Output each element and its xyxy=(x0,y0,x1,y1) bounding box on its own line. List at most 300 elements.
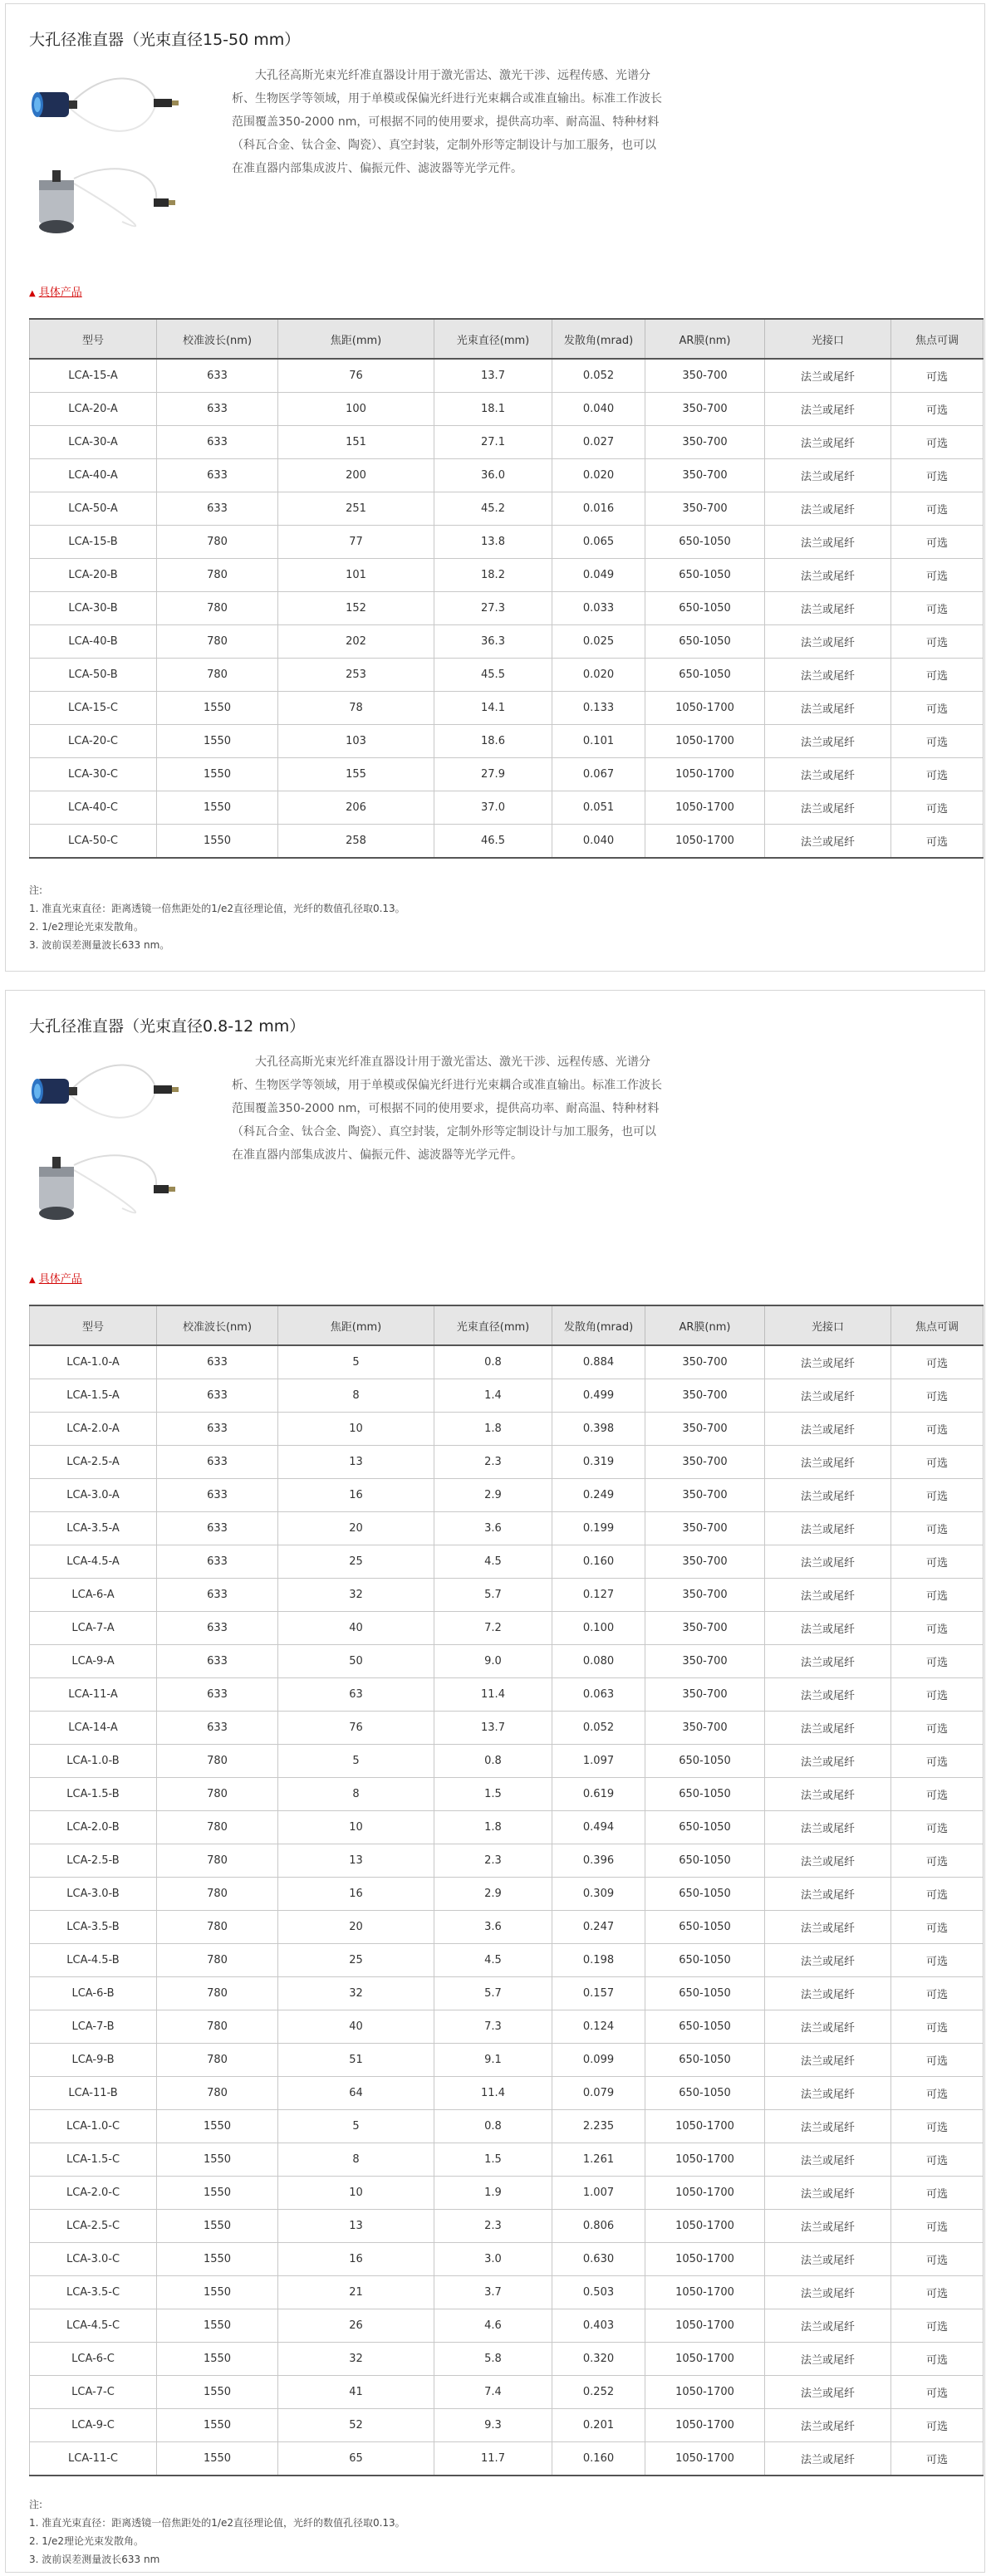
specific-products-link[interactable] xyxy=(29,283,82,299)
section-description: 大孔径高斯光束光纤准直器设计用于激光雷达、激光干涉、远程传感、光谱分析、生物医学等领域，用于单模或保偏光纤进行光束耦合或准直输出。标准工作波长范围覆盖350-2000 nm，可根据不同的使用要求，提供高功率、耐高温、特种材料（科瓦合金、钛合金、陶瓷）、真空封装，定制外形等定制设计与加工服务，也可以在准直器内部集成波片、偏振元件、滤波器等光学元件。 xyxy=(232,1055,662,1162)
table-cell: LCA-1.5-A xyxy=(30,1379,157,1413)
table-row xyxy=(30,2376,984,2409)
table-cell: 可选 xyxy=(891,2010,984,2044)
table-cell: 可选 xyxy=(891,2442,984,2476)
table-cell: 可选 xyxy=(891,1545,984,1579)
table-cell: 可选 xyxy=(891,791,984,825)
table-cell: 78 xyxy=(278,692,434,725)
table-row xyxy=(30,459,984,492)
table-cell: 0.198 xyxy=(552,1944,645,1977)
table-cell: 可选 xyxy=(891,1712,984,1745)
table-cell: 2.235 xyxy=(552,2110,645,2143)
table-cell: 10 xyxy=(278,1413,434,1446)
table-row xyxy=(30,1944,984,1977)
header-cell: 焦距(mm) xyxy=(278,1305,434,1345)
table-cell: LCA-2.5-A xyxy=(30,1446,157,1479)
table-row xyxy=(30,359,984,393)
table-cell: 法兰或尾纤 xyxy=(765,1844,891,1878)
table-cell: 可选 xyxy=(891,2077,984,2110)
specific-products-label: 具体产品 xyxy=(38,1273,82,1286)
table-cell: 0.199 xyxy=(552,1512,645,1545)
table-cell: 可选 xyxy=(891,592,984,625)
table-cell: 0.065 xyxy=(552,526,645,559)
table-cell: 1550 xyxy=(157,791,278,825)
table-cell: 27.9 xyxy=(434,758,552,791)
table-cell: 650-1050 xyxy=(645,625,765,659)
table-cell: 780 xyxy=(157,659,278,692)
table-cell: 法兰或尾纤 xyxy=(765,1545,891,1579)
table-cell: 10 xyxy=(278,2177,434,2210)
table-cell: 1.5 xyxy=(434,2143,552,2177)
table-header-row xyxy=(30,1305,984,1345)
table-cell: LCA-9-C xyxy=(30,2409,157,2442)
table-cell: 可选 xyxy=(891,1379,984,1413)
table-cell: 633 xyxy=(157,492,278,526)
table-cell: 0.201 xyxy=(552,2409,645,2442)
table-cell: 780 xyxy=(157,625,278,659)
header-cell: 发散角(mrad) xyxy=(552,319,645,359)
table-row xyxy=(30,2210,984,2243)
table-cell: 法兰或尾纤 xyxy=(765,1712,891,1745)
table-cell: 法兰或尾纤 xyxy=(765,2243,891,2276)
table-cell: 350-700 xyxy=(645,1345,765,1379)
table-cell: 350-700 xyxy=(645,459,765,492)
table-cell: 36.3 xyxy=(434,625,552,659)
table-row xyxy=(30,1878,984,1911)
table-row xyxy=(30,2044,984,2077)
header-cell: 发散角(mrad) xyxy=(552,1305,645,1345)
section-title: 大孔径准直器（光束直径15-50 mm） xyxy=(29,31,301,49)
note-line: 2. 1/e2理论光束发散角。 xyxy=(29,921,144,933)
table-cell: 13.7 xyxy=(434,1712,552,1745)
table-cell: 650-1050 xyxy=(645,2077,765,2110)
table-cell: 1050-1700 xyxy=(645,2442,765,2476)
note-line: 1. 准直光束直径：距离透镜一倍焦距处的1/e2直径理论值，光纤的数值孔径取0.13。 xyxy=(29,903,405,914)
note-line: 注: xyxy=(29,2499,43,2510)
table-cell: 0.040 xyxy=(552,393,645,426)
table-cell: 0.160 xyxy=(552,2442,645,2476)
table-cell: 27.3 xyxy=(434,592,552,625)
table-cell: 0.499 xyxy=(552,1379,645,1413)
table-header-row xyxy=(30,319,984,359)
table-cell: 780 xyxy=(157,526,278,559)
table-cell: 633 xyxy=(157,1645,278,1678)
table-cell: 1550 xyxy=(157,2442,278,2476)
table-cell: LCA-7-B xyxy=(30,2010,157,2044)
table-cell: 40 xyxy=(278,1612,434,1645)
table-cell: 251 xyxy=(278,492,434,526)
table-cell: 1050-1700 xyxy=(645,692,765,725)
table-row xyxy=(30,1678,984,1712)
table-cell: 1050-1700 xyxy=(645,2177,765,2210)
table-cell: 法兰或尾纤 xyxy=(765,692,891,725)
table-cell: 法兰或尾纤 xyxy=(765,526,891,559)
table-cell: 1550 xyxy=(157,2343,278,2376)
collimator-fiber-image xyxy=(31,1054,180,1130)
table-cell: 633 xyxy=(157,1479,278,1512)
table-cell: 25 xyxy=(278,1545,434,1579)
table-cell: LCA-40-A xyxy=(30,459,157,492)
table-cell: 法兰或尾纤 xyxy=(765,1778,891,1811)
table-cell: 76 xyxy=(278,1712,434,1745)
table-cell: 可选 xyxy=(891,2309,984,2343)
table-cell: 650-1050 xyxy=(645,1811,765,1844)
table-cell: 可选 xyxy=(891,659,984,692)
table-cell: 4.5 xyxy=(434,1944,552,1977)
table-cell: 1050-1700 xyxy=(645,2376,765,2409)
table-row xyxy=(30,791,984,825)
table-cell: 51 xyxy=(278,2044,434,2077)
table-row xyxy=(30,625,984,659)
table-cell: 155 xyxy=(278,758,434,791)
table-cell: 0.124 xyxy=(552,2010,645,2044)
table-cell: 1050-1700 xyxy=(645,2110,765,2143)
table-cell: 65 xyxy=(278,2442,434,2476)
table-cell: LCA-4.5-C xyxy=(30,2309,157,2343)
table-row xyxy=(30,659,984,692)
header-cell: 型号 xyxy=(30,319,157,359)
table-row xyxy=(30,725,984,758)
table-row xyxy=(30,692,984,725)
table-row xyxy=(30,2442,984,2476)
table-cell: 可选 xyxy=(891,1446,984,1479)
table-cell: LCA-2.0-A xyxy=(30,1413,157,1446)
table-cell: 650-1050 xyxy=(645,1745,765,1778)
table-cell: 0.247 xyxy=(552,1911,645,1944)
table-cell: 法兰或尾纤 xyxy=(765,758,891,791)
table-cell: 可选 xyxy=(891,526,984,559)
header-cell: 光束直径(mm) xyxy=(434,1305,552,1345)
table-cell: 202 xyxy=(278,625,434,659)
table-cell: 780 xyxy=(157,2044,278,2077)
table-cell: LCA-3.0-C xyxy=(30,2243,157,2276)
table-cell: 可选 xyxy=(891,1811,984,1844)
table-cell: 法兰或尾纤 xyxy=(765,1944,891,1977)
table-cell: 法兰或尾纤 xyxy=(765,659,891,692)
header-cell: 型号 xyxy=(30,1305,157,1345)
table-cell: 法兰或尾纤 xyxy=(765,2309,891,2343)
table-cell: 1550 xyxy=(157,2409,278,2442)
table-cell: 152 xyxy=(278,592,434,625)
table-cell: 1.9 xyxy=(434,2177,552,2210)
table-row xyxy=(30,825,984,859)
table-cell: LCA-1.0-B xyxy=(30,1745,157,1778)
table-cell: 13 xyxy=(278,1446,434,1479)
header-cell: 光接口 xyxy=(765,1305,891,1345)
table-cell: 0.100 xyxy=(552,1612,645,1645)
table-cell: 可选 xyxy=(891,2044,984,2077)
table-cell: 9.0 xyxy=(434,1645,552,1678)
table-row xyxy=(30,2243,984,2276)
table-cell: 151 xyxy=(278,426,434,459)
table-cell: 18.6 xyxy=(434,725,552,758)
table-cell: 8 xyxy=(278,2143,434,2177)
table-cell: 1550 xyxy=(157,2143,278,2177)
table-cell: 350-700 xyxy=(645,1545,765,1579)
table-cell: 27.1 xyxy=(434,426,552,459)
table-row xyxy=(30,2110,984,2143)
table-cell: 4.6 xyxy=(434,2309,552,2343)
table-cell: 0.8 xyxy=(434,2110,552,2143)
table-cell: 1050-1700 xyxy=(645,2210,765,2243)
table-cell: 41 xyxy=(278,2376,434,2409)
table-cell: LCA-50-B xyxy=(30,659,157,692)
triangle-up-icon: ▲ xyxy=(29,289,36,298)
table-cell: 5.7 xyxy=(434,1977,552,2010)
table-cell: LCA-20-B xyxy=(30,559,157,592)
table-cell: 16 xyxy=(278,1479,434,1512)
table-cell: 633 xyxy=(157,1446,278,1479)
table-row xyxy=(30,1512,984,1545)
table-cell: 法兰或尾纤 xyxy=(765,1512,891,1545)
specific-products-link[interactable] xyxy=(29,1270,82,1286)
table-cell: 650-1050 xyxy=(645,1944,765,1977)
spec-table xyxy=(29,318,984,859)
table-cell: LCA-2.0-B xyxy=(30,1811,157,1844)
table-cell: 350-700 xyxy=(645,393,765,426)
table-cell: 40 xyxy=(278,2010,434,2044)
table-row xyxy=(30,1811,984,1844)
table-cell: LCA-1.0-A xyxy=(30,1345,157,1379)
table-row xyxy=(30,1612,984,1645)
table-cell: LCA-7-A xyxy=(30,1612,157,1645)
table-cell: 350-700 xyxy=(645,1612,765,1645)
table-cell: 法兰或尾纤 xyxy=(765,1911,891,1944)
table-cell: 法兰或尾纤 xyxy=(765,1579,891,1612)
collimator-fiber-image xyxy=(31,162,180,238)
table-row xyxy=(30,1479,984,1512)
table-cell: 350-700 xyxy=(645,1413,765,1446)
table-cell: 1050-1700 xyxy=(645,2243,765,2276)
table-cell: 633 xyxy=(157,1413,278,1446)
header-cell: 焦点可调 xyxy=(891,1305,984,1345)
note-line: 3. 波前误差测量波长633 nm。 xyxy=(29,939,170,951)
table-cell: 1050-1700 xyxy=(645,825,765,859)
table-row xyxy=(30,2143,984,2177)
table-cell: 7.3 xyxy=(434,2010,552,2044)
table-cell: 1050-1700 xyxy=(645,791,765,825)
header-cell: 校准波长(nm) xyxy=(157,1305,278,1345)
table-cell: 0.160 xyxy=(552,1545,645,1579)
table-cell: 2.3 xyxy=(434,1844,552,1878)
table-cell: 可选 xyxy=(891,2210,984,2243)
table-cell: 法兰或尾纤 xyxy=(765,791,891,825)
table-cell: 1.261 xyxy=(552,2143,645,2177)
table-row xyxy=(30,2409,984,2442)
table-cell: 14.1 xyxy=(434,692,552,725)
table-cell: 16 xyxy=(278,2243,434,2276)
table-cell: LCA-3.5-A xyxy=(30,1512,157,1545)
table-cell: LCA-30-A xyxy=(30,426,157,459)
table-cell: 18.1 xyxy=(434,393,552,426)
table-cell: 0.8 xyxy=(434,1345,552,1379)
table-cell: 350-700 xyxy=(645,1645,765,1678)
table-cell: 5.8 xyxy=(434,2343,552,2376)
table-cell: 0.040 xyxy=(552,825,645,859)
table-row xyxy=(30,2276,984,2309)
table-cell: LCA-40-B xyxy=(30,625,157,659)
table-cell: 780 xyxy=(157,1944,278,1977)
table-cell: 0.319 xyxy=(552,1446,645,1479)
table-cell: 650-1050 xyxy=(645,659,765,692)
table-cell: 1550 xyxy=(157,725,278,758)
header-cell: 校准波长(nm) xyxy=(157,319,278,359)
table-cell: 633 xyxy=(157,459,278,492)
table-cell: LCA-30-C xyxy=(30,758,157,791)
table-cell: 0.049 xyxy=(552,559,645,592)
table-cell: 650-1050 xyxy=(645,1878,765,1911)
table-cell: 1550 xyxy=(157,2210,278,2243)
specific-products-label: 具体产品 xyxy=(38,286,82,299)
table-row xyxy=(30,2177,984,2210)
table-cell: 350-700 xyxy=(645,426,765,459)
table-cell: 法兰或尾纤 xyxy=(765,393,891,426)
table-cell: LCA-9-B xyxy=(30,2044,157,2077)
table-cell: 0.025 xyxy=(552,625,645,659)
table-cell: 法兰或尾纤 xyxy=(765,2110,891,2143)
table-cell: 法兰或尾纤 xyxy=(765,359,891,393)
table-cell: 21 xyxy=(278,2276,434,2309)
table-cell: 法兰或尾纤 xyxy=(765,1811,891,1844)
table-cell: LCA-1.0-C xyxy=(30,2110,157,2143)
note-line: 2. 1/e2理论光束发散角。 xyxy=(29,2535,144,2547)
table-cell: 可选 xyxy=(891,2409,984,2442)
table-cell: 0.249 xyxy=(552,1479,645,1512)
table-cell: 可选 xyxy=(891,725,984,758)
table-cell: 法兰或尾纤 xyxy=(765,2143,891,2177)
note-line: 注: xyxy=(29,884,43,896)
table-cell: 可选 xyxy=(891,1778,984,1811)
table-cell: 350-700 xyxy=(645,359,765,393)
table-cell: 650-1050 xyxy=(645,2044,765,2077)
table-row xyxy=(30,2343,984,2376)
table-cell: 0.063 xyxy=(552,1678,645,1712)
table-cell: 7.2 xyxy=(434,1612,552,1645)
table-cell: 法兰或尾纤 xyxy=(765,2409,891,2442)
table-cell: 253 xyxy=(278,659,434,692)
table-cell: 可选 xyxy=(891,2110,984,2143)
table-cell: 可选 xyxy=(891,426,984,459)
table-cell: 法兰或尾纤 xyxy=(765,1612,891,1645)
table-cell: 350-700 xyxy=(645,1512,765,1545)
table-cell: 可选 xyxy=(891,1645,984,1678)
table-cell: 633 xyxy=(157,1512,278,1545)
section-description: 大孔径高斯光束光纤准直器设计用于激光雷达、激光干涉、远程传感、光谱分析、生物医学等领域，用于单模或保偏光纤进行光束耦合或准直输出。标准工作波长范围覆盖350-2000 nm，可根据不同的使用要求，提供高功率、耐高温、特种材料（科瓦合金、钛合金、陶瓷）、真空封装，定制外形等定制设计与加工服务，也可以在准直器内部集成波片、偏振元件、滤波器等光学元件。 xyxy=(232,69,662,175)
table-cell: 46.5 xyxy=(434,825,552,859)
table-cell: LCA-20-A xyxy=(30,393,157,426)
table-cell: 法兰或尾纤 xyxy=(765,1878,891,1911)
table-cell: 0.806 xyxy=(552,2210,645,2243)
table-cell: 76 xyxy=(278,359,434,393)
table-cell: 650-1050 xyxy=(645,1977,765,2010)
table-cell: 4.5 xyxy=(434,1545,552,1579)
table-row xyxy=(30,758,984,791)
table-row xyxy=(30,1379,984,1413)
table-cell: 可选 xyxy=(891,2143,984,2177)
note-line: 1. 准直光束直径：距离透镜一倍焦距处的1/e2直径理论值，光纤的数值孔径取0.13。 xyxy=(29,2517,405,2529)
table-cell: 可选 xyxy=(891,692,984,725)
table-cell: 法兰或尾纤 xyxy=(765,2376,891,2409)
table-cell: 780 xyxy=(157,1878,278,1911)
notes xyxy=(29,881,405,954)
table-cell: 可选 xyxy=(891,825,984,859)
table-cell: 633 xyxy=(157,1612,278,1645)
table-cell: 20 xyxy=(278,1512,434,1545)
table-cell: 0.027 xyxy=(552,426,645,459)
table-row xyxy=(30,1413,984,1446)
table-cell: 1050-1700 xyxy=(645,725,765,758)
table-cell: 0.630 xyxy=(552,2243,645,2276)
table-cell: 1550 xyxy=(157,2110,278,2143)
table-cell: 633 xyxy=(157,426,278,459)
table-cell: LCA-30-B xyxy=(30,592,157,625)
header-cell: AR膜(nm) xyxy=(645,319,765,359)
table-cell: 1550 xyxy=(157,2243,278,2276)
table-cell: 9.1 xyxy=(434,2044,552,2077)
table-cell: LCA-3.0-B xyxy=(30,1878,157,1911)
table-cell: 1550 xyxy=(157,692,278,725)
table-cell: 633 xyxy=(157,1579,278,1612)
table-cell: 350-700 xyxy=(645,492,765,526)
section-title: 大孔径准直器（光束直径0.8-12 mm） xyxy=(29,1017,306,1036)
table-cell: 可选 xyxy=(891,492,984,526)
table-cell: 633 xyxy=(157,1712,278,1745)
table-cell: 法兰或尾纤 xyxy=(765,1446,891,1479)
table-cell: 法兰或尾纤 xyxy=(765,2210,891,2243)
table-row xyxy=(30,1977,984,2010)
header-cell: 焦距(mm) xyxy=(278,319,434,359)
table-cell: 11.4 xyxy=(434,2077,552,2110)
table-row xyxy=(30,1645,984,1678)
table-cell: 1550 xyxy=(157,2177,278,2210)
table-cell: 8 xyxy=(278,1778,434,1811)
collimator-fiber-image xyxy=(31,67,180,144)
table-cell: 350-700 xyxy=(645,1479,765,1512)
table-cell: 法兰或尾纤 xyxy=(765,1379,891,1413)
table-cell: 780 xyxy=(157,1977,278,2010)
table-cell: 0.020 xyxy=(552,459,645,492)
table-row xyxy=(30,492,984,526)
table-cell: 13.7 xyxy=(434,359,552,393)
collimator-fiber-image xyxy=(31,1148,180,1225)
table-row xyxy=(30,1911,984,1944)
table-cell: 可选 xyxy=(891,1479,984,1512)
table-cell: 5 xyxy=(278,2110,434,2143)
table-cell: 可选 xyxy=(891,1612,984,1645)
table-cell: 2.9 xyxy=(434,1479,552,1512)
table-cell: 可选 xyxy=(891,1512,984,1545)
header-cell: 光束直径(mm) xyxy=(434,319,552,359)
note-line: 3. 波前误差测量波长633 nm xyxy=(29,2554,160,2565)
table-cell: 11.7 xyxy=(434,2442,552,2476)
table-cell: 可选 xyxy=(891,393,984,426)
table-row xyxy=(30,526,984,559)
table-cell: 可选 xyxy=(891,1977,984,2010)
table-cell: 0.398 xyxy=(552,1413,645,1446)
table-cell: 3.6 xyxy=(434,1512,552,1545)
table-cell: 法兰或尾纤 xyxy=(765,825,891,859)
spec-table xyxy=(29,1305,984,2476)
table-cell: 8 xyxy=(278,1379,434,1413)
table-cell: LCA-50-C xyxy=(30,825,157,859)
table-cell: 633 xyxy=(157,393,278,426)
table-cell: 0.403 xyxy=(552,2309,645,2343)
table-cell: LCA-11-A xyxy=(30,1678,157,1712)
table-cell: 350-700 xyxy=(645,1379,765,1413)
table-cell: 350-700 xyxy=(645,1678,765,1712)
table-cell: 可选 xyxy=(891,1878,984,1911)
table-cell: 0.051 xyxy=(552,791,645,825)
